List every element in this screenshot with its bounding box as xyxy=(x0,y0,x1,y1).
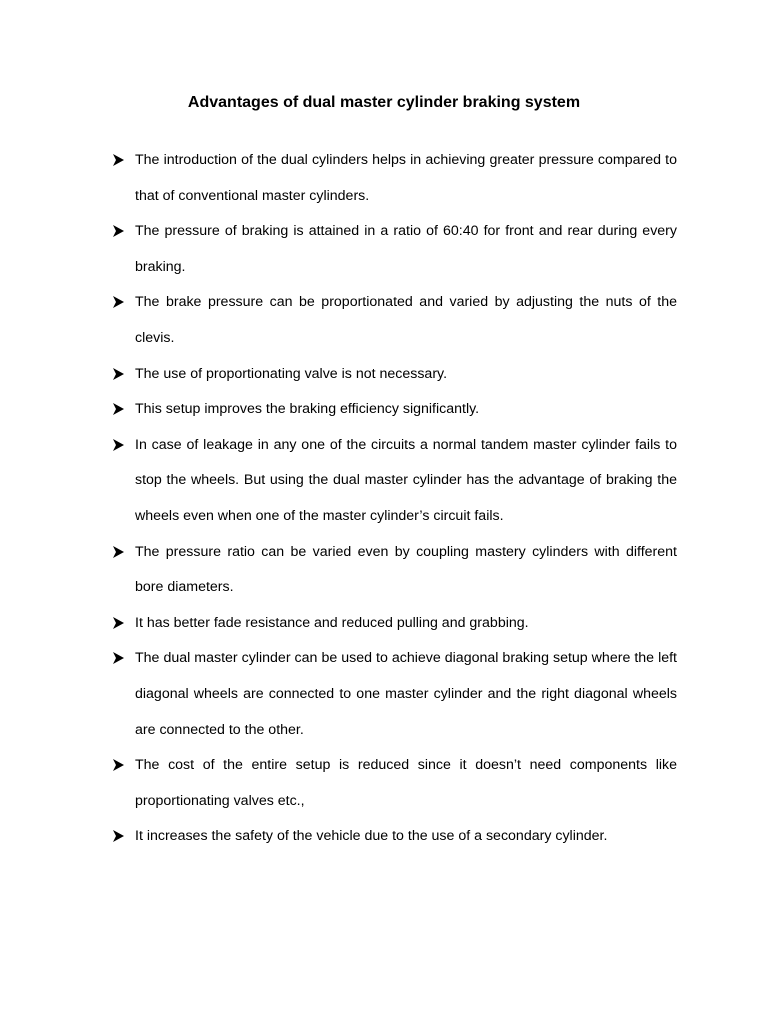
advantages-list xyxy=(113,143,677,855)
arrowhead-bullet-icon xyxy=(113,143,127,179)
list-item-text: The use of proportionating valve is not necessary. xyxy=(135,365,448,382)
list-item xyxy=(113,143,677,214)
arrowhead-bullet-icon xyxy=(113,606,127,642)
list-item xyxy=(113,535,677,606)
list-item xyxy=(113,214,677,285)
arrowhead-bullet-icon xyxy=(113,392,127,428)
list-item xyxy=(113,285,677,356)
document-title: Advantages of dual master cylinder braking system xyxy=(187,94,581,111)
list-item-text: The cost of the entire setup is reduced since it doesn’t need components like proportionating valves etc., xyxy=(135,757,677,809)
arrowhead-bullet-icon xyxy=(113,641,127,677)
list-item xyxy=(113,606,677,642)
arrowhead-bullet-icon xyxy=(113,285,127,321)
list-item-text: The brake pressure can be proportionated and varied by adjusting the nuts of the clevis. xyxy=(135,294,677,346)
list-item xyxy=(113,819,677,855)
arrowhead-bullet-icon xyxy=(113,819,127,855)
arrowhead-bullet-icon xyxy=(113,428,127,464)
list-item-text: The pressure of braking is attained in a ratio of 60:40 for front and rear during every braking. xyxy=(135,223,677,275)
list-item xyxy=(113,357,677,393)
list-item-text: The pressure ratio can be varied even by coupling mastery cylinders with different bore diameters. xyxy=(135,543,677,596)
list-item xyxy=(113,428,677,535)
list-item-text: It increases the safety of the vehicle due to the use of a secondary cylinder. xyxy=(135,828,608,845)
list-item-text: This setup improves the braking efficiency significantly. xyxy=(135,401,480,418)
list-item xyxy=(113,748,677,819)
list-item-text: In case of leakage in any one of the circuits a normal tandem master cylinder fails to stop the wheels. But using the dual master cylinder has the advantage of braking the wheels even when one of the master cylinder’s circuit fails. xyxy=(135,436,677,524)
list-item-text: The dual master cylinder can be used to achieve diagonal braking setup where the left diagonal wheels are connected to one master cylinder and the right diagonal wheels are connected to the other. xyxy=(135,650,677,738)
list-item-text: The introduction of the dual cylinders helps in achieving greater pressure compared to that of conventional master cylinders. xyxy=(135,152,677,204)
arrowhead-bullet-icon xyxy=(113,357,127,393)
arrowhead-bullet-icon xyxy=(113,748,127,784)
list-item-text: It has better fade resistance and reduced pulling and grabbing. xyxy=(135,614,529,631)
list-item xyxy=(113,392,677,428)
arrowhead-bullet-icon xyxy=(113,535,127,571)
list-item xyxy=(113,641,677,748)
arrowhead-bullet-icon xyxy=(113,214,127,250)
